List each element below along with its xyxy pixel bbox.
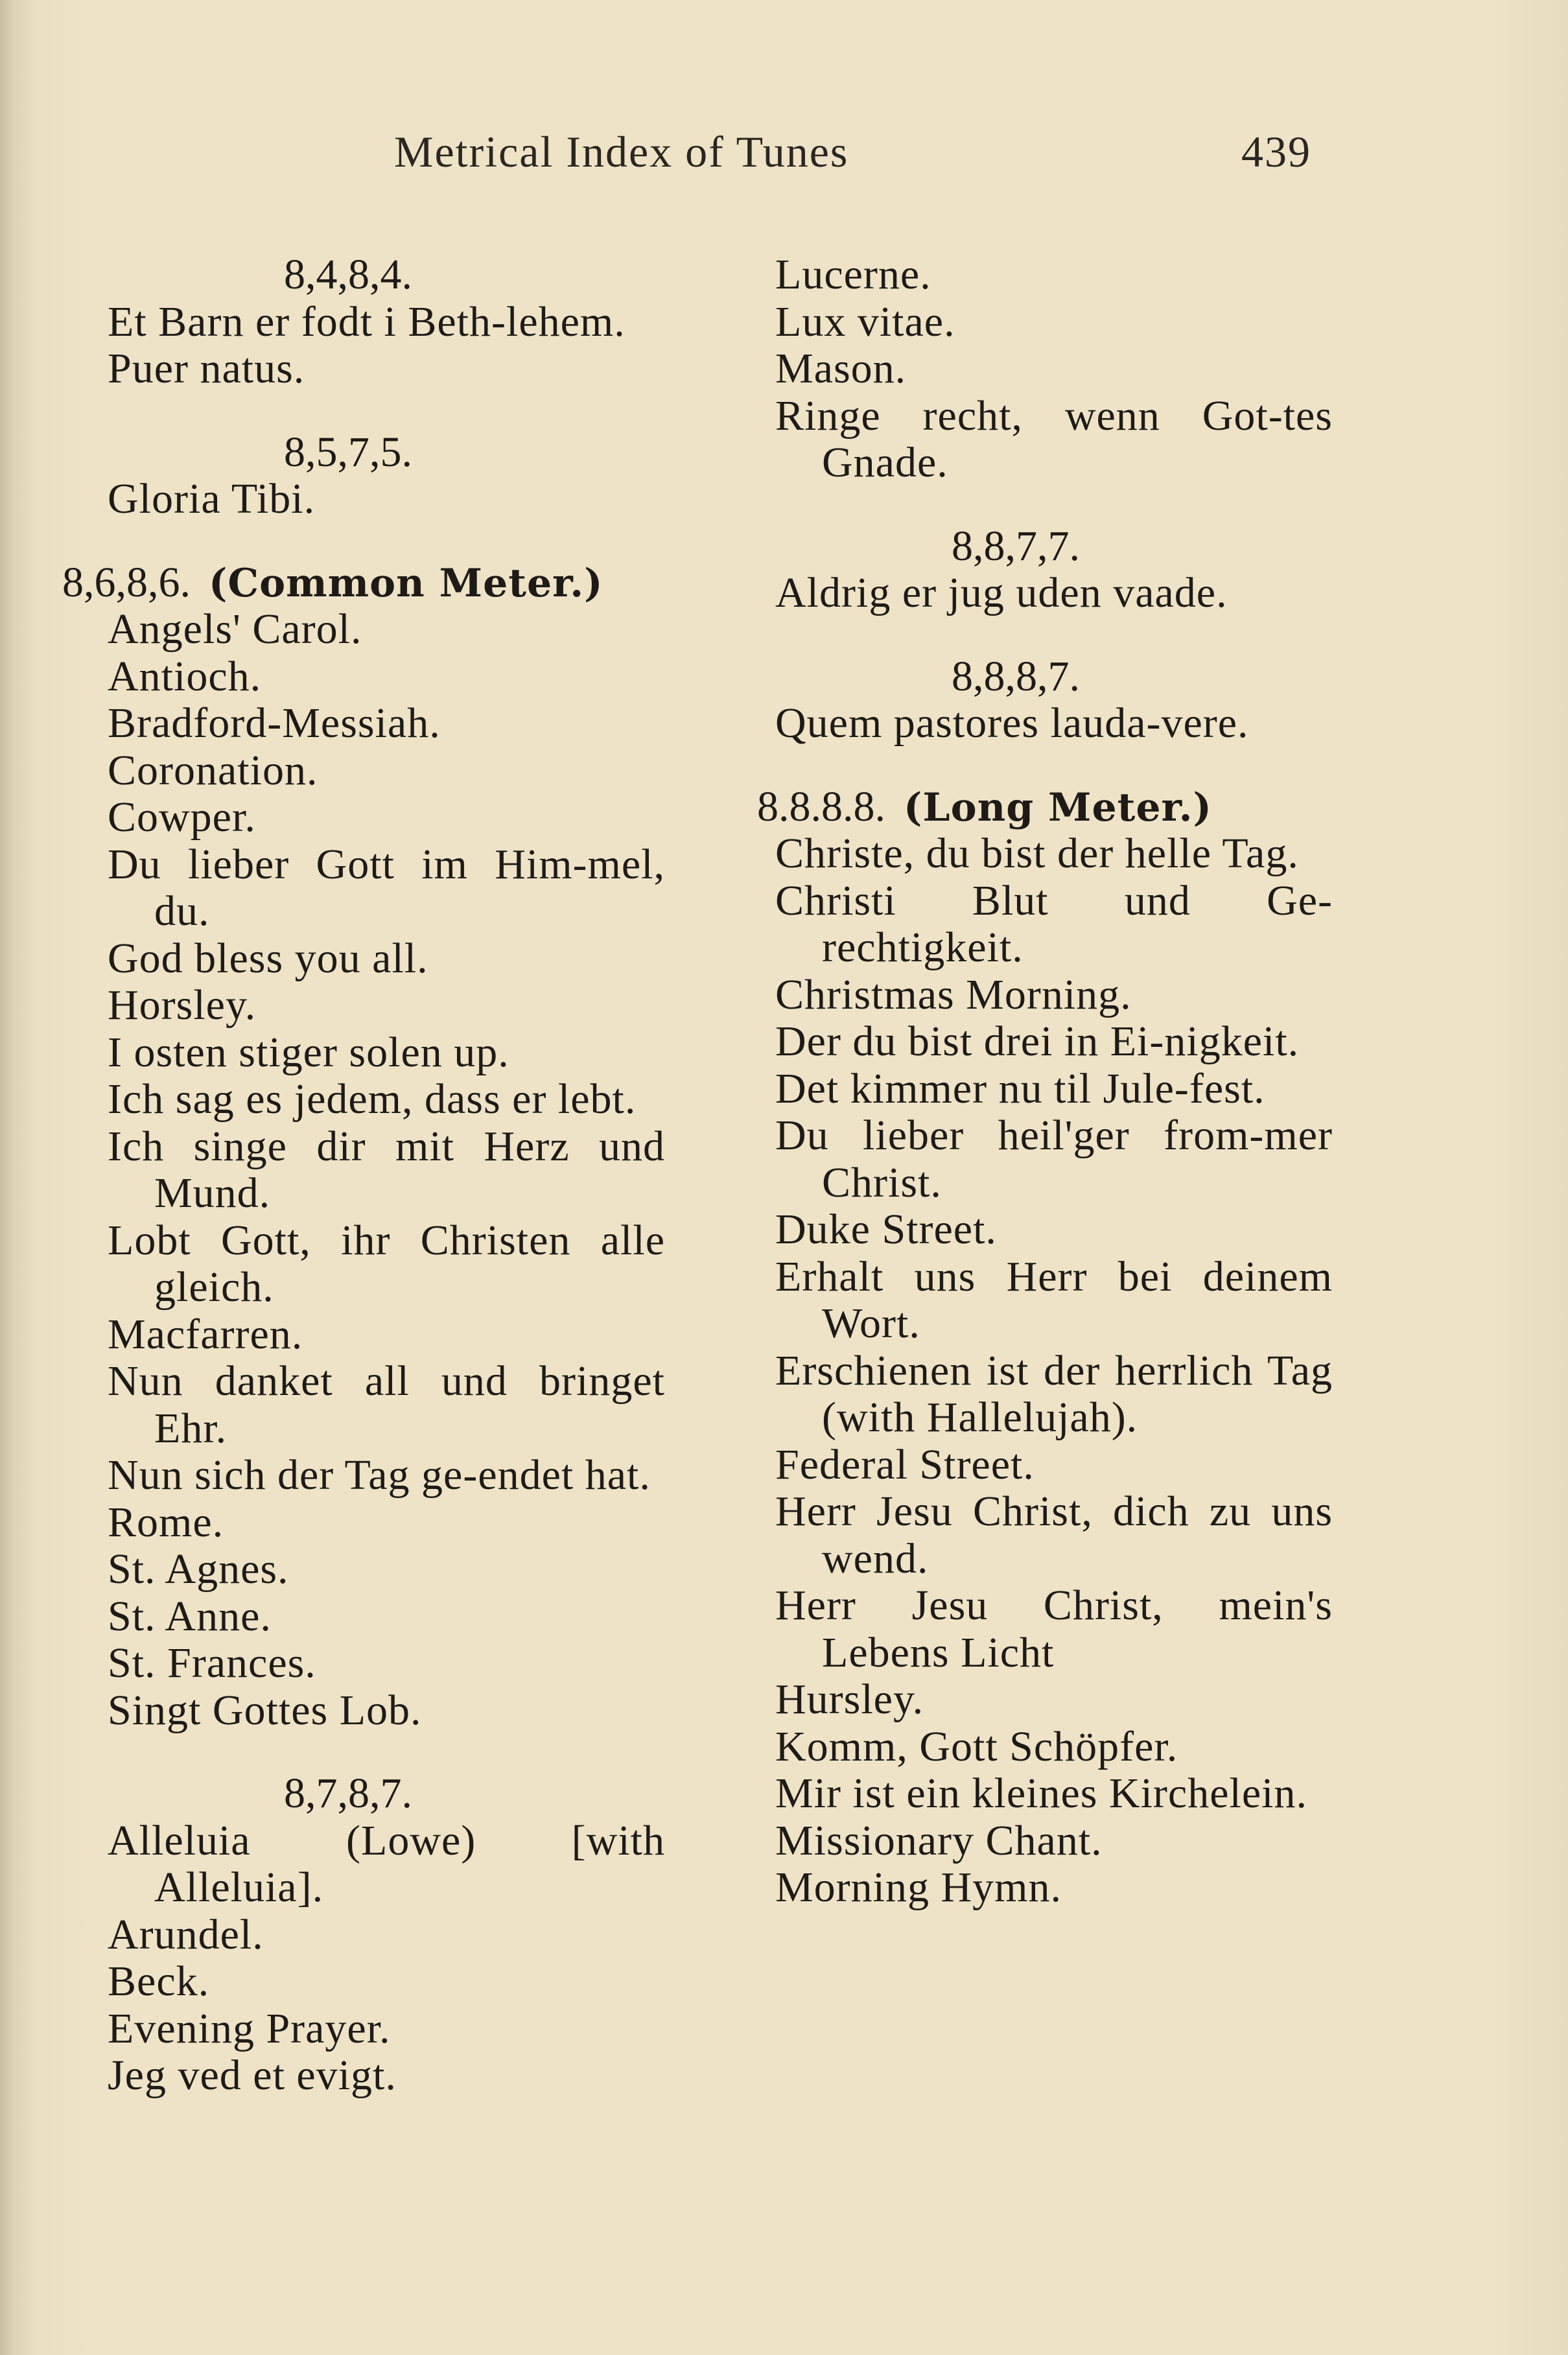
tune-list bbox=[775, 700, 1333, 747]
tune-item: Quem pastores lauda-vere. bbox=[775, 699, 1249, 747]
meter-heading: 8,7,8,7. bbox=[284, 1770, 412, 1817]
tune-item: Nun danket all und bringet Ehr. bbox=[108, 1357, 665, 1452]
tune-item: Et Barn er fodt i Beth-lehem. bbox=[108, 298, 626, 346]
tune-item: I osten stiger solen up. bbox=[108, 1028, 509, 1076]
tune-list bbox=[108, 1818, 665, 2100]
tune-item: Herr Jesu Christ, mein's Lebens Licht bbox=[775, 1582, 1333, 1676]
page-number: 439 bbox=[1241, 127, 1311, 176]
meter-section bbox=[757, 782, 1333, 1912]
meter-section bbox=[108, 429, 665, 523]
tune-item: Morning Hymn. bbox=[775, 1864, 1062, 1911]
tune-item: Herr Jesu Christ, dich zu uns wend. bbox=[775, 1488, 1333, 1582]
left-column bbox=[62, 251, 665, 2100]
tune-item: Rome. bbox=[108, 1498, 224, 1546]
meter-section bbox=[108, 1770, 665, 2100]
tune-item: Nun sich der Tag ge-endet hat. bbox=[108, 1451, 651, 1499]
tune-item: Singt Gottes Lob. bbox=[108, 1686, 422, 1734]
tune-item: Bradford-Messiah. bbox=[108, 699, 441, 747]
tune-item: Gloria Tibi. bbox=[108, 475, 316, 522]
tune-item: Missionary Chant. bbox=[775, 1816, 1103, 1864]
tune-item: Mason. bbox=[775, 345, 907, 392]
tune-list bbox=[108, 476, 665, 523]
tune-item: Christi Blut und Ge-rechtigkeit. bbox=[775, 876, 1333, 971]
tune-item: Macfarren. bbox=[108, 1310, 303, 1358]
tune-item: Alleluia (Lowe) [with Alleluia]. bbox=[108, 1816, 665, 1911]
tune-item: Hursley. bbox=[775, 1676, 924, 1723]
tune-item: Horsley. bbox=[108, 981, 257, 1029]
tune-item: St. Anne. bbox=[108, 1592, 272, 1640]
tune-item: Aldrig er jug uden vaade. bbox=[775, 569, 1228, 616]
tune-item: Christe, du bist der helle Tag. bbox=[775, 830, 1299, 877]
tune-item: Arundel. bbox=[108, 1910, 264, 1958]
tune-list bbox=[108, 299, 665, 393]
meter-section bbox=[62, 558, 665, 1735]
tune-item: Coronation. bbox=[108, 746, 318, 794]
tune-item: Mir ist ein kleines Kirchelein. bbox=[775, 1770, 1307, 1817]
running-title: Metrical Index of Tunes bbox=[394, 127, 849, 176]
meter-heading: 8,8,7,7. bbox=[952, 522, 1080, 570]
meter-name: (Long Meter.) bbox=[904, 784, 1212, 830]
tune-item: St. Frances. bbox=[108, 1639, 316, 1687]
meter-section bbox=[775, 523, 1333, 617]
tune-item: Erschienen ist der herrlich Tag (with Hallelujah). bbox=[775, 1346, 1333, 1441]
tune-item: Lux vitae. bbox=[775, 298, 955, 346]
meter-name: (Common Meter.) bbox=[209, 560, 603, 606]
tune-item: Cowper. bbox=[108, 793, 256, 841]
page-header bbox=[0, 126, 1568, 185]
meter-heading bbox=[757, 784, 1333, 831]
meter-heading: 8,8,8,7. bbox=[952, 652, 1080, 700]
tune-item: Duke Street. bbox=[775, 1206, 997, 1253]
tune-item: God bless you all. bbox=[108, 934, 428, 982]
tune-item: Lucerne. bbox=[775, 251, 931, 298]
meter-section-continued bbox=[775, 252, 1333, 487]
meter-numbers: 8.8.8.8. bbox=[757, 782, 885, 830]
tune-list bbox=[108, 606, 665, 1734]
tune-list bbox=[775, 570, 1333, 617]
meter-section bbox=[108, 252, 665, 393]
meter-heading: 8,4,8,4. bbox=[284, 251, 412, 298]
tune-item: St. Agnes. bbox=[108, 1545, 289, 1593]
tune-item: Christmas Morning. bbox=[775, 970, 1132, 1018]
tune-item: Angels' Carol. bbox=[108, 605, 362, 653]
meter-heading: 8,5,7,5. bbox=[284, 428, 412, 476]
tune-list bbox=[775, 252, 1333, 487]
tune-item: Ich singe dir mit Herz und Mund. bbox=[108, 1122, 665, 1217]
tune-item: Ich sag es jedem, dass er lebt. bbox=[108, 1075, 637, 1123]
tune-item: Komm, Gott Schöpfer. bbox=[775, 1722, 1178, 1770]
tune-item: Puer natus. bbox=[108, 345, 305, 392]
tune-list bbox=[775, 830, 1333, 1912]
tune-item: Der du bist drei in Ei-nigkeit. bbox=[775, 1018, 1300, 1065]
tune-item: Det kimmer nu til Jule-fest. bbox=[775, 1064, 1265, 1112]
tune-item: Du lieber heil'ger from-mer Christ. bbox=[775, 1112, 1333, 1206]
tune-item: Ringe recht, wenn Got-tes Gnade. bbox=[775, 392, 1333, 486]
tune-item: Lobt Gott, ihr Christen alle gleich. bbox=[108, 1216, 665, 1311]
tune-item: Du lieber Gott im Him-mel, du. bbox=[108, 840, 665, 935]
tune-item: Jeg ved et evigt. bbox=[108, 2052, 397, 2099]
tune-item: Erhalt uns Herr bei deinem Wort. bbox=[775, 1252, 1333, 1347]
tune-item: Antioch. bbox=[108, 652, 262, 700]
meter-numbers: 8,6,8,6. bbox=[62, 558, 191, 606]
meter-heading bbox=[62, 559, 665, 607]
right-column bbox=[757, 251, 1333, 1912]
tune-item: Beck. bbox=[108, 1958, 210, 2005]
tune-item: Federal Street. bbox=[775, 1440, 1035, 1488]
meter-section bbox=[775, 653, 1333, 747]
tune-item: Evening Prayer. bbox=[108, 2004, 391, 2052]
